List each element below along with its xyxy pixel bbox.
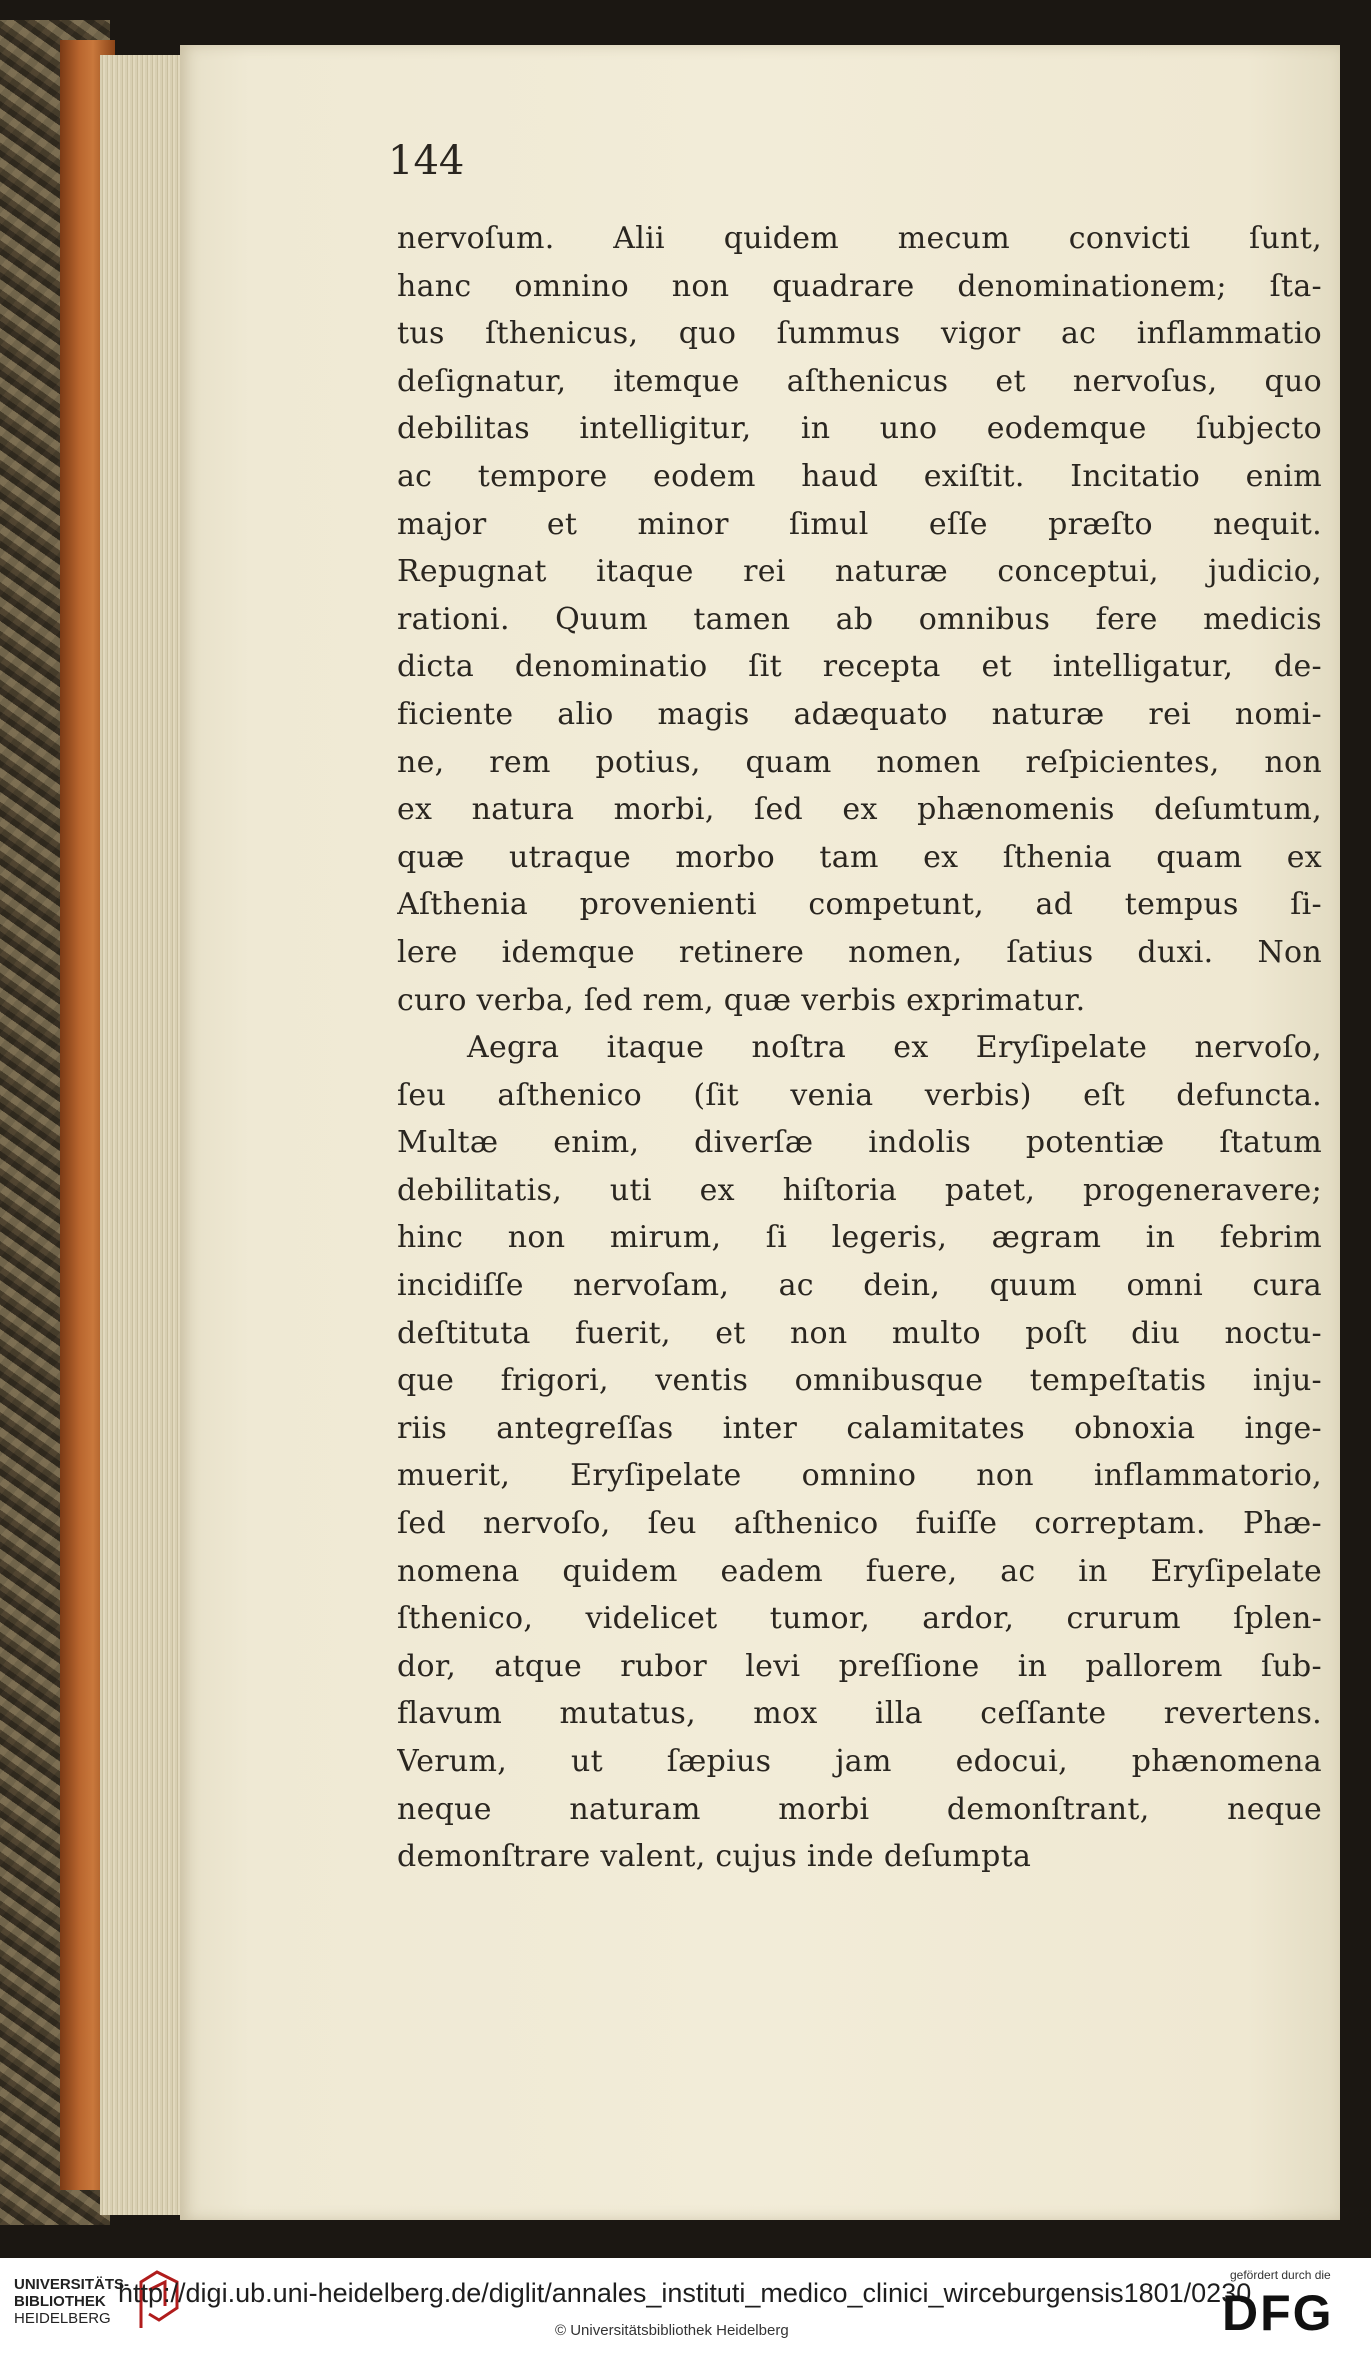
text-line: deſignatur, itemque aſthenicus et nervoſus, quo — [397, 363, 1322, 399]
institution-line-1: UNIVERSITÄTS- — [14, 2276, 130, 2293]
text-line: quæ utraque morbo tam ex ſthenia quam ex — [397, 839, 1322, 875]
text-line: debilitas intelligitur, in uno eodemque ſubjecto — [397, 411, 1322, 447]
page-text — [397, 215, 1322, 1881]
text-line: curo verba, ſed rem, quæ verbis exprimatur. — [397, 982, 1086, 1018]
text-line: muerit, Eryſipelate omnino non inflammatorio, — [397, 1458, 1322, 1494]
text-line: Multæ enim, diverſæ indolis potentiæ ſtatum — [397, 1125, 1322, 1161]
text-line: riis antegreſſas inter calamitates obnoxia inge- — [397, 1410, 1322, 1446]
page-number: 144 — [388, 138, 465, 184]
text-line: ſeu aſthenico (ſit venia verbis) eſt defuncta. — [397, 1077, 1322, 1113]
text-line: tus ſthenicus, quo ſummus vigor ac inflammatio — [397, 316, 1322, 352]
text-line: incidiſſe nervoſam, ac dein, quum omni cura — [397, 1268, 1322, 1304]
text-line: ſthenico, videlicet tumor, ardor, crurum ſplen- — [397, 1601, 1322, 1637]
text-line: neque naturam morbi demonſtrant, neque — [397, 1791, 1322, 1827]
text-line: nervoſum. Alii quidem mecum convicti ſunt, — [397, 221, 1322, 256]
text-line: Aſthenia provenienti competunt, ad tempus ſi- — [397, 887, 1322, 923]
copyright-notice: © Universitätsbibliothek Heidelberg — [555, 2322, 789, 2339]
text-line: ac tempore eodem haud exiſtit. Incitatio enim — [397, 458, 1322, 494]
funded-by-label: gefördert durch die — [1230, 2268, 1331, 2282]
text-line: rationi. Quum tamen ab omnibus fere medicis — [397, 601, 1322, 637]
text-line: dor, atque rubor levi preſſione in pallorem ſub- — [397, 1648, 1322, 1684]
dfg-logo: DFG — [1222, 2285, 1334, 2341]
text-line: hanc omnino non quadrare denominationem; ſta- — [397, 268, 1322, 304]
text-line: deſtituta fuerit, et non multo poſt diu noctu- — [397, 1315, 1322, 1351]
text-line: Repugnat itaque rei naturæ conceptui, judicio, — [397, 554, 1322, 590]
page-edges — [100, 55, 190, 2215]
permalink-url[interactable]: http://digi.ub.uni-heidelberg.de/diglit/annales_instituti_medico_clinici_wirceburgensis1801/0230 — [118, 2278, 1252, 2308]
text-line: ne, rem potius, quam nomen reſpicientes, non — [397, 744, 1322, 780]
university-library-logo — [14, 2276, 129, 2327]
text-line: flavum mutatus, mox illa ceſſante revertens. — [397, 1696, 1322, 1732]
text-line: ſed nervoſo, ſeu aſthenico fuiſſe correptam. Phæ- — [397, 1506, 1322, 1542]
text-line: ex natura morbi, ſed ex phænomenis deſumtum, — [397, 792, 1322, 828]
text-line: que frigori, ventis omnibusque tempeſtatis inju- — [397, 1363, 1322, 1399]
text-line: major et minor ſimul eſſe præſto nequit. — [397, 506, 1322, 542]
text-line: ficiente alio magis adæquato naturæ rei nomi- — [397, 696, 1322, 732]
text-line: demonſtrare valent, cujus inde deſumpta — [397, 1839, 1032, 1875]
text-line: dicta denominatio ſit recepta et intelligatur, de- — [397, 649, 1322, 685]
footer-bar — [0, 2258, 1371, 2353]
text-line: Verum, ut ſæpius jam edocui, phænomena — [397, 1744, 1322, 1779]
text-line: lere idemque retinere nomen, ſatius duxi. Non — [397, 934, 1322, 970]
text-line: Aegra itaque noſtra ex Eryſipelate nervoſo, — [467, 1030, 1322, 1066]
institution-line-3: HEIDELBERG — [14, 2310, 111, 2327]
text-line: nomena quidem eadem fuere, ac in Eryſipelate — [397, 1553, 1322, 1589]
institution-line-2: BIBLIOTHEK — [14, 2293, 106, 2310]
text-line: debilitatis, uti ex hiſtoria patet, progeneravere; — [397, 1172, 1322, 1208]
text-line: hinc non mirum, ſi legeris, ægram in febrim — [397, 1220, 1322, 1256]
